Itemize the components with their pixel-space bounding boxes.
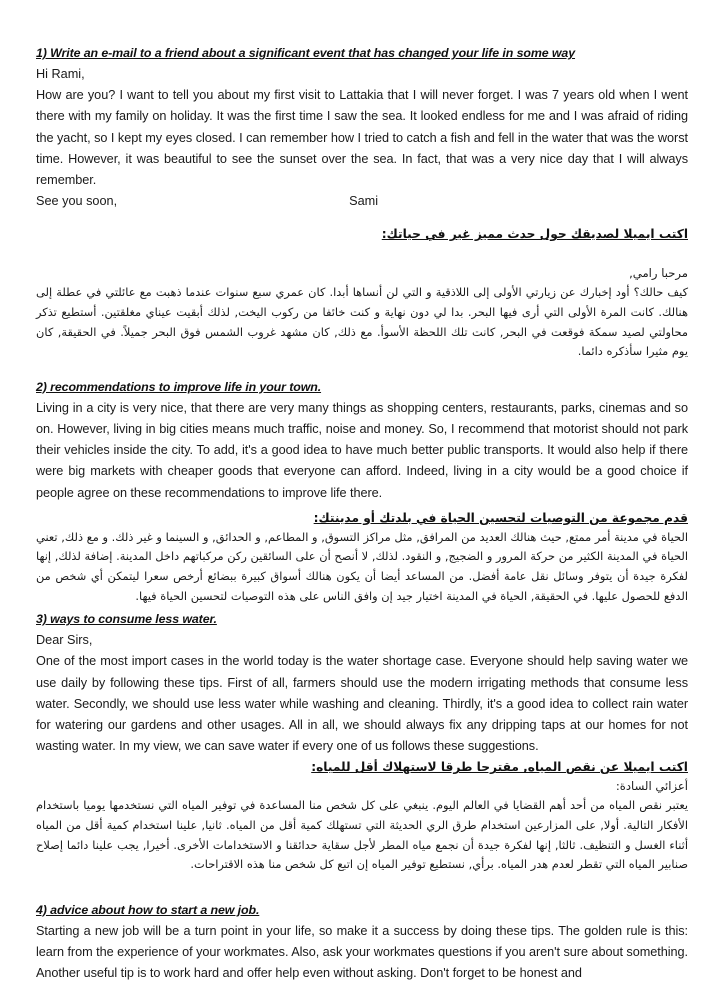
- section-4-english-body: Starting a new job will be a turn point in your life, so make it a success by doing these tips. The golden rule is this: learn from the experience of your workmates. Also, ask your workmates questions if you aren't sure about something. Another useful tip is to work hard and offer help even without asking. Don't forget to be honest and: [36, 923, 688, 981]
- section-3-english-heading: 3) ways to consume less water.: [36, 612, 217, 627]
- section-3-english-body: One of the most import cases in the world today is the water shortage case. Everyone should help saving water we use daily by following these tips. First of all, farmers should use the modern irrigating methods that consume less water. Secondly, we should use less water while washing and cleaning. Thirdly, it's a good idea to collect rain water for watering our gardens and other usages. All in all, we should always fix any dripping taps at our homes for not wasting water. In my view, we can save water if every one of us follows these suggestions.: [36, 654, 688, 754]
- section-1-arabic-body: كيف حالك؟ أود إخبارك عن زيارتي الأولى إلى اللاذقية و التي لن أنساها أبدا. كان عمري سبع سنوات عندما ذهبت مع عائلتي في عطلة إلى هنالك. كانت المرة الأولى التي أرى فيها البحر. بدا لي دون نهاية و كنت خائفا من ركوب اليخت, لذلك أبقيت عيناي مغلقتين. أستطيع تذكر محاولتي لصيد سمكة فوقعت في البحر, كانت تلك اللحظة الأسوأ. مع ذلك, كان مشهد غروب الشمس فوق البحر جميلاً. في الحقيقة, كان يوم مثيرا سأذكره دائما.: [36, 285, 688, 359]
- section-1: [36, 44, 688, 362]
- section-1-arabic-greeting: مرحبا رامي,: [629, 266, 688, 281]
- section-4: [36, 901, 688, 985]
- section-2-arabic-body: الحياة في مدينة أمر ممتع, حيث هنالك العديد من المرافق, مثل مراكز التسوق, و المطاعم, و الحدائق, و السينما و غير ذلك. و مع ذلك, تعني الحياة في المدينة الكثير من حركة المرور و الضجيج, و النقود. لذلك, لا أنصح أن على السائقين ركن مركباتهم داخل المدينة. إضافة لذلك, إنها لفكرة جيدة أن يتوفر وسائل نقل عامة أفضل. من المساعد أيضا أن يكون هنالك أسواق كبيرة ببضائع أرخص سعرا ليتمكن أي شخص من الدفع للحصول عليها. في الحقيقة, الحياة في المدينة اختيار جيد إن وافق الناس على هذه التوصيات لتحسين الحياة فيها.: [36, 529, 688, 603]
- section-3-arabic-heading: اكتب ايميلا عن نقص المياه, مقترحا طرقا لاستهلاك أقل للمياه:: [311, 760, 688, 775]
- section-1-arabic-heading: اكتب ايميلا لصديقك حول حدث مميز غير في حياتك:: [381, 227, 688, 242]
- section-1-english-heading: 1) Write an e-mail to a friend about a significant event that has changed your life in some way: [36, 46, 576, 60]
- section-2-arabic-heading: قدم مجموعة من التوصيات لتحسين الحياة في بلدتك أو مدينتك:: [313, 510, 688, 525]
- section-3-greeting: Dear Sirs,: [36, 633, 93, 648]
- section-3: [36, 610, 688, 875]
- section-2-english-heading: 2) recommendations to improve life in your town.: [36, 379, 322, 394]
- section-2: [36, 378, 688, 606]
- section-3-arabic-body: يعتبر نقص المياه من أحد أهم القضايا في العالم اليوم. ينبغي على كل شخص منا المساعدة في توفير المياه التي نستخدمها يوميا باستخدام الأفكار التالية. أولا, على المزارعين استخدام طرق الري الحديثة التي تستهلك كمية أقل من المياه. ثانيا, علينا استخدام كمية أقل من المياه أثناء الغسل و التنظيف. ثالثا, إنها لفكرة جيدة أن نجمع مياه المطر لأجل سقاية حدائقنا و الاستخدامات الأخرى. أخيرا, يجب علينا دائما إصلاح صنابير المياه التي تقطر لعدم هدر المياه. برأي, نستطيع توفير المياه إن اتبع كل شخص منا هذه الاقتراحات.: [36, 798, 688, 872]
- section-1-closing-row: [36, 191, 688, 212]
- section-1-closing: See you soon,: [36, 194, 118, 209]
- section-2-english-body: Living in a city is very nice, that there are very many things as shopping centers, restaurants, parks, cinemas and so on. However, living in big cities means much traffic, noise and money. So, I recommend that motorist should not park their vehicles inside the city. To add, it's a good idea to have much better public transports. It would also help if there were big markets with cheaper goods that everyone can afford. Indeed, living in a city would be a good choice if people agree on these recommendations to improve life there.: [36, 400, 688, 500]
- section-1-signature: Sami: [349, 194, 379, 209]
- section-1-greeting: Hi Rami,: [36, 67, 85, 81]
- section-4-english-heading: 4) advice about how to start a new job.: [36, 902, 260, 917]
- section-1-english-body: How are you? I want to tell you about my first visit to Lattakia that I will never forget. I was 7 years old when I went there with my family on holiday. It was the first time I saw the sea. It looked endless for me and I was afraid of riding the yacht, so I kept my eyes closed. I can remember how I tried to catch a fish and fell in the water that was the worst time. However, it was beautiful to see the sunset over the sea. In fact, that was a very nice day that I will always remember.: [36, 88, 688, 188]
- section-3-arabic-greeting: أعزائي السادة:: [615, 779, 688, 794]
